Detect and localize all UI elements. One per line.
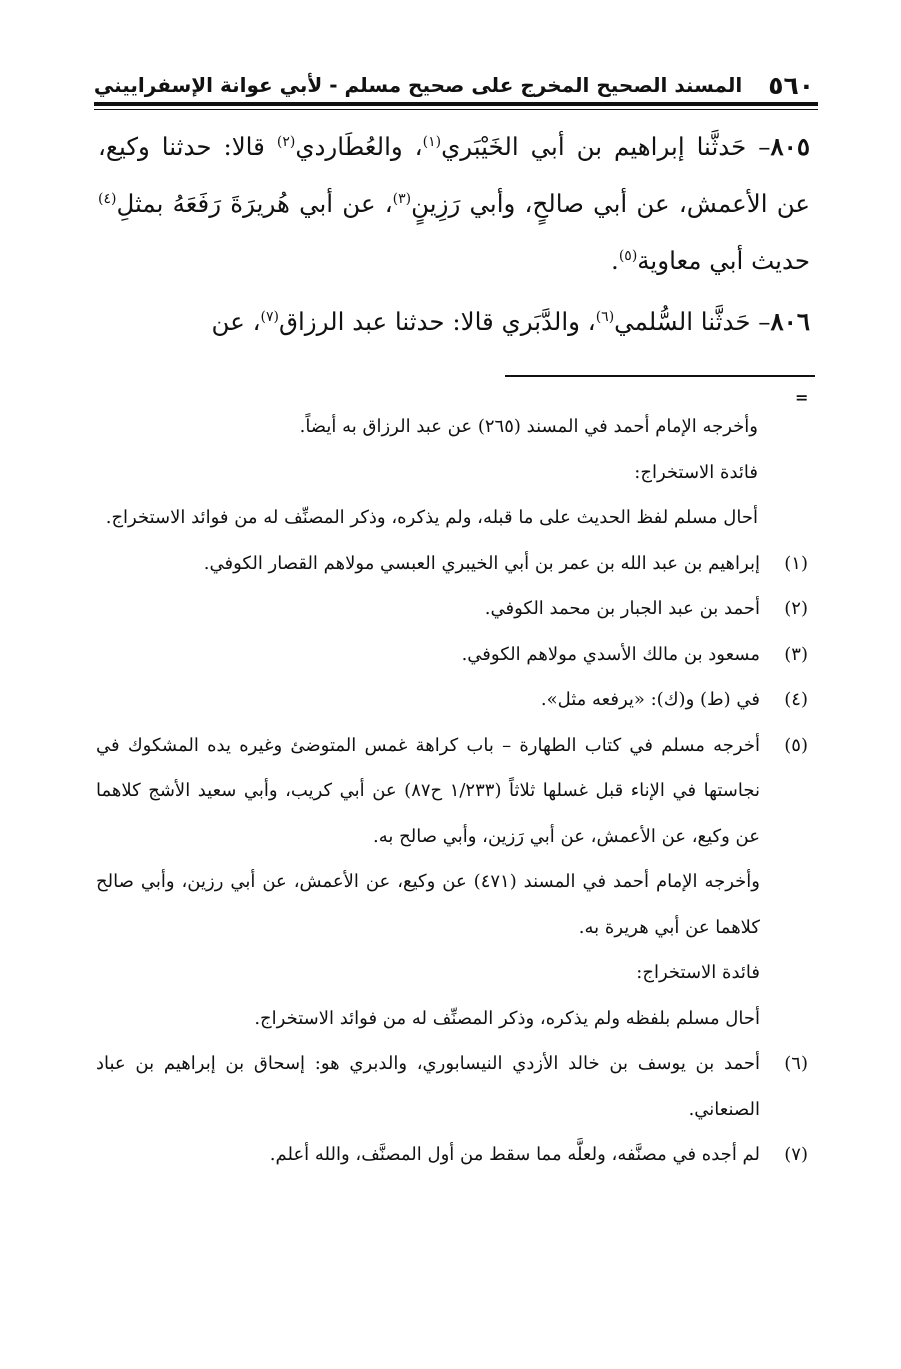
- footnote-marker: (٢): [784, 598, 808, 619]
- footnote-text: وأخرجه الإمام أحمد في المسند (٤٧١) عن وكيع، عن الأعمش، عن أبي رزين، وأبي صالح كلاهما عن أبي هريرة به.: [96, 871, 760, 938]
- footnote-ref: (١): [422, 133, 442, 150]
- hadith-text: – حَدثَّنا إبراهيم بن أبي الخَيْبَري: [441, 132, 771, 161]
- footnote-continuation: فائدة الاستخراج:: [634, 461, 758, 483]
- footnote-marker: (٥): [784, 734, 808, 756]
- footnote-text: في (ط) و(ك): «يرفعه مثل».: [540, 689, 760, 710]
- footnote-marker: (٧): [784, 1144, 808, 1165]
- footnote-text: أحال مسلم بلفظه ولم يذكره، وذكر المصنِّف له من فوائد الاستخراج.: [254, 1007, 760, 1029]
- footnote-marker: (٦): [784, 1053, 808, 1074]
- header-rule-thick: [94, 102, 818, 106]
- footnote-ref: (٢): [276, 133, 296, 150]
- footnote-marker: (١): [784, 552, 808, 574]
- footnote-3: [96, 632, 808, 678]
- footnote-continuation: أحال مسلم لفظ الحديث على ما قبله، ولم يذكره، وذكر المصنِّف له من فوائد الاستخراج.: [105, 507, 758, 528]
- running-title: المسند الصحيح المخرج على صحيح مسلم - لأبي عوانة الإسفراييني: [93, 73, 743, 97]
- footnote-2: [96, 586, 808, 632]
- footnote-ref: (٥): [618, 247, 638, 264]
- hadith-806: [98, 293, 810, 350]
- footnote-ref: (٤): [98, 190, 117, 207]
- hadith-text: ، عن أبي هُريرَةَ رَفَعَهُ بمثلِ: [116, 189, 393, 218]
- page-header: [94, 68, 818, 102]
- footnote-1: [96, 541, 808, 587]
- footnote-text: أحمد بن عبد الجبار بن محمد الكوفي.: [484, 598, 760, 619]
- footnote-ref: (٣): [392, 190, 412, 207]
- main-text: [98, 118, 810, 350]
- footnote-marker: (٤): [784, 689, 808, 710]
- footnote-text: فائدة الاستخراج:: [636, 962, 760, 983]
- footnote-separator: [505, 375, 815, 377]
- hadith-number: ٨٠٦: [770, 307, 810, 336]
- footnote-text: أخرجه مسلم في كتاب الطهارة – باب كراهة غمس المتوضئ وغيره يده المشكوك في نجاستها في الإناء قبل غسلها ثلاثاً (١/٢٣٣ ح٨٧) عن أبي كريب، وأبي سعيد الأشج كلاهما عن وكيع، عن الأعمش، عن أبي رَزين، وأبي صالح به.: [96, 734, 760, 847]
- page-number: ٥٦٠: [768, 70, 814, 100]
- hadith-805: [98, 118, 810, 289]
- footnote-ref: (٦): [595, 308, 615, 325]
- hadith-text: .: [611, 246, 619, 275]
- hadith-text: قالا: حدثنا وكيع، عن الأعمش، عن أبي صالحٍ، وأبي رَزِينٍ: [98, 132, 811, 218]
- footnote-text: أحمد بن يوسف بن خالد الأزدي النيسابوري، والدبري هو: إسحاق بن إبراهيم بن عباد الصنعاني.: [96, 1053, 760, 1120]
- footnote-6: [96, 1041, 808, 1132]
- footnote-continuation: وأخرجه الإمام أحمد في المسند (٢٦٥) عن عبد الرزاق به أيضاً.: [299, 416, 758, 437]
- hadith-number: ٨٠٥: [770, 132, 810, 161]
- footnote-text: مسعود بن مالك الأسدي مولاهم الكوفي.: [461, 643, 760, 665]
- hadith-text: ، والعُطَاردي: [295, 132, 423, 161]
- hadith-text: – حَدثَّنا السُّلمي: [614, 307, 771, 336]
- hadith-text: حديث أبي معاوية: [637, 246, 810, 275]
- hadith-text: ، عن: [211, 307, 261, 336]
- footnote-text: لم أجده في مصنَّفه، ولعلَّه مما سقط من أول المصنَّف، والله أعلم.: [269, 1144, 760, 1165]
- header-rule-thin: [94, 109, 818, 110]
- footnote-ref: (٧): [260, 308, 279, 325]
- footnote-text: إبراهيم بن عبد الله بن عمر بن أبي الخيبري العبسي مولاهم القصار الكوفي.: [203, 552, 760, 574]
- hadith-text: ، والدَّبَري قالا: حدثنا عبد الرزاق: [278, 307, 596, 336]
- footnote-7: [96, 1132, 808, 1178]
- continuation-mark: =: [795, 388, 809, 407]
- footnotes: [96, 404, 808, 1178]
- footnote-marker: (٣): [784, 643, 808, 665]
- footnote-5: [96, 723, 808, 1042]
- footnote-4: [96, 677, 808, 723]
